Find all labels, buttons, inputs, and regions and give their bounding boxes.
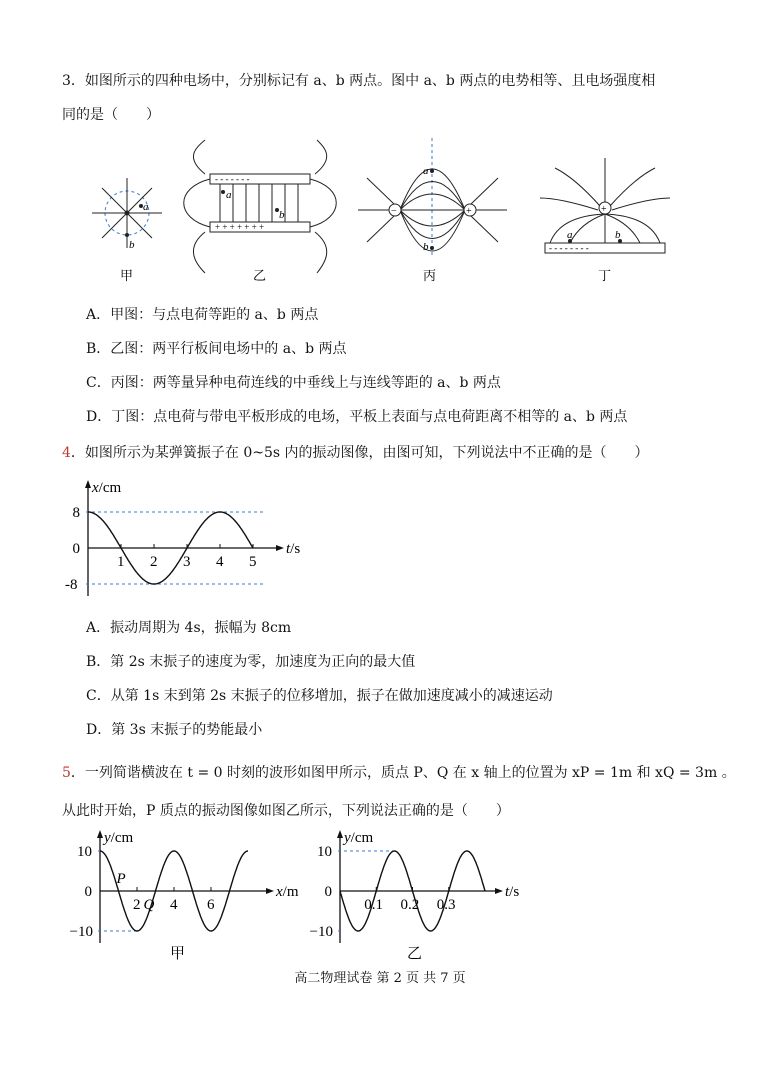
y-axis-arrow	[85, 480, 91, 488]
svg-text:a: a	[423, 165, 429, 177]
x-tick-label: 3	[183, 554, 191, 570]
y-tick-label: 10	[77, 844, 92, 860]
svg-text:a: a	[226, 189, 232, 201]
q3-option-a: A．甲图：与点电荷等距的 a、b 两点	[86, 307, 319, 323]
y-tick-label: 0	[324, 884, 332, 900]
q5-vibration-graph	[305, 826, 520, 966]
figure-label-yi: 乙	[407, 946, 423, 962]
q4-option-b: B．第 2s 末振子的速度为零，加速度为正向的最大值	[86, 654, 416, 670]
x-axis-label: x/m	[276, 884, 299, 900]
q3-stem-line2: 同的是（ ）	[62, 107, 160, 123]
y-axis-label: y/cm	[104, 830, 134, 846]
annotation-q: Q	[143, 897, 155, 913]
svg-text:b: b	[615, 229, 621, 241]
x-tick-label: 6	[207, 897, 215, 913]
svg-text:+: +	[466, 206, 472, 217]
x-axis-arrow	[276, 545, 284, 551]
y-tick-label: −10	[69, 924, 93, 940]
q4-option-a: A．振动周期为 4s，振幅为 8cm	[86, 620, 292, 636]
svg-text:b: b	[279, 209, 285, 221]
svg-text:−: −	[391, 206, 397, 217]
q4-option-c: C．从第 1s 末到第 2s 末振子的位移增加，振子在做加速度减小的减速运动	[86, 688, 553, 704]
y-axis-arrow	[97, 830, 103, 838]
figure-jia	[92, 178, 162, 283]
figure-label-yi: 乙	[253, 268, 267, 283]
x-tick-label: 0.2	[400, 897, 420, 913]
y-tick-label: 0	[84, 884, 92, 900]
y-tick-label: 10	[317, 844, 332, 860]
figure-label-ding: 丁	[598, 268, 612, 283]
svg-text:b: b	[423, 241, 429, 253]
y-axis-label: x/cm	[92, 480, 122, 496]
y-axis-arrow	[337, 830, 343, 838]
x-tick-label: 0.3	[436, 897, 456, 913]
x-tick-label: 4	[170, 897, 178, 913]
y-axis-label: y/cm	[344, 830, 374, 846]
x-axis-label: t/s	[286, 541, 301, 557]
figure-label-jia: 甲	[170, 946, 186, 962]
x-tick-label: 0.1	[364, 897, 383, 913]
q4-number: 4	[62, 445, 71, 461]
x-axis-label: t/s	[505, 884, 520, 900]
x-axis-arrow	[495, 888, 503, 894]
y-tick-label: −10	[309, 924, 333, 940]
q4-stem: 4．如图所示为某弹簧振子在 0~5s 内的振动图像，由图可知，下列说法中不正确的是（ ）	[62, 445, 649, 461]
point-b-label: b	[129, 239, 135, 251]
q5-wave-graph	[69, 826, 299, 966]
x-tick-label: 2	[133, 897, 141, 913]
page-footer: 高二物理试卷 第 2 页 共 7 页	[294, 971, 466, 986]
x-tick-label: 4	[216, 554, 224, 570]
q5-stem-line1: 5．一列简谐横波在 t = 0 时刻的波形如图甲所示，质点 P、Q 在 x 轴上的位置为 xP = 1m 和 xQ = 3m 。	[62, 765, 736, 781]
svg-text:- - - - - - -: - - - - - - -	[215, 174, 250, 184]
x-tick-label: 2	[150, 554, 158, 570]
y-tick-label: 0	[72, 541, 80, 557]
figure-bing	[358, 138, 507, 283]
q3-option-d: D．丁图：点电荷与带电平板形成的电场，平板上表面与点电荷距离不相等的 a、b 两点	[86, 409, 628, 425]
q4-option-d: D．第 3s 末振子的势能最小	[86, 722, 263, 738]
point-a-label: a	[143, 201, 149, 213]
y-tick-label: 8	[72, 505, 80, 521]
y-tick-label: -8	[65, 577, 78, 593]
figure-label-jia: 甲	[120, 268, 134, 283]
q3-option-c: C．丙图：两等量异种电荷连线的中垂线上与连线等距的 a、b 两点	[86, 375, 501, 391]
q5-number: 5	[62, 765, 71, 781]
q3-stem-line1: 3．如图所示的四种电场中，分别标记有 a、b 两点。图中 a、b 两点的电势相等、且电场强度相	[62, 73, 656, 89]
figure-label-bing: 丙	[423, 268, 437, 283]
q3-field-figures	[55, 138, 685, 288]
svg-text:- - - - - - - -: - - - - - - - -	[549, 243, 589, 253]
svg-text:+: +	[601, 204, 607, 215]
q4-vibration-graph	[60, 476, 310, 606]
figure-yi	[184, 140, 337, 283]
figure-ding	[540, 158, 670, 283]
svg-text:a: a	[567, 229, 573, 241]
svg-text:+ + + + + + +: + + + + + + +	[215, 222, 265, 232]
x-tick-label: 5	[249, 554, 257, 570]
q5-stem-line2: 从此时开始，P 质点的振动图像如图乙所示，下列说法正确的是（ ）	[62, 803, 510, 819]
q3-option-b: B．乙图：两平行板间电场中的 a、b 两点	[86, 341, 347, 357]
x-axis-arrow	[266, 888, 274, 894]
x-tick-label: 1	[117, 554, 125, 570]
annotation-p: P	[116, 871, 126, 887]
